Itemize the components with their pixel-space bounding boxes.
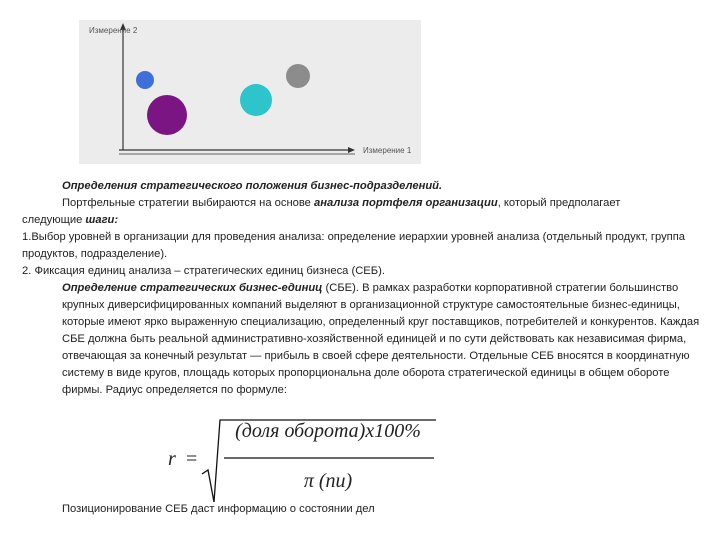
x-axis-arrow [348,147,355,153]
formula-equals: = [186,448,198,470]
section-heading-2: Определение стратегических бизнес-единиц [62,282,323,294]
seb-circle-purple [147,95,187,135]
seb-circle-blue [136,71,154,89]
seb-circle-teal [240,84,272,116]
intro-line-1: Портфельные стратегии выбираются на основе анализа портфеля организации, который предполагает [62,197,621,209]
formula-denominator: π (пи) [303,470,353,492]
radius-formula [168,418,438,506]
formula-numerator: (доля оборота)x100% [235,420,421,442]
formula-lhs: r [168,448,176,470]
portfolio-diagram [79,20,421,164]
footer-line: Позиционирование СЕБ даст информацию о состоянии дел [62,503,375,515]
diagram-canvas [79,20,421,164]
section-heading-1: Определения стратегического положения бизнес-подразделений. [62,180,443,192]
list-item-1: 1.Выбор уровней в организации для проведения анализа: определение иерархии уровней анализа (отдельный продукт, группа продуктов, подразделение). [22,231,685,260]
y-axis-label: Измерение 2 [89,26,138,35]
seb-circle-gray [286,64,310,88]
intro-section [22,178,702,399]
intro-line-2: следующие шаги: [22,214,119,226]
list-item-2: 2. Фиксация единиц анализа – стратегических единиц бизнеса (СЕБ). [22,265,385,277]
x-axis-label: Измерение 1 [363,146,412,155]
seb-paragraph: Определение стратегических бизнес-единиц (СБЕ). В рамках разработки корпоративной стратегии большинство крупных диверсифицированных компаний выделяют в организационной структуре самостоятельные бизнес-единицы, которые имеют ярко выраженную специализацию, определенный круг поставщиков, потребителей и конкурентов. Каждая СБЕ должна быть реальной административно-хозяйственной единицей и по сути действовать как независимая фирма, отвечающая за конечный результат — прибыль в своей сфере деятельности. Отдельные СЕБ вносятся в координатную систему в виде кругов, площадь которых пропорциональна доле оборота стратегической единицы в общем обороте фирмы. Радиус определяется по формуле: [62,282,700,396]
